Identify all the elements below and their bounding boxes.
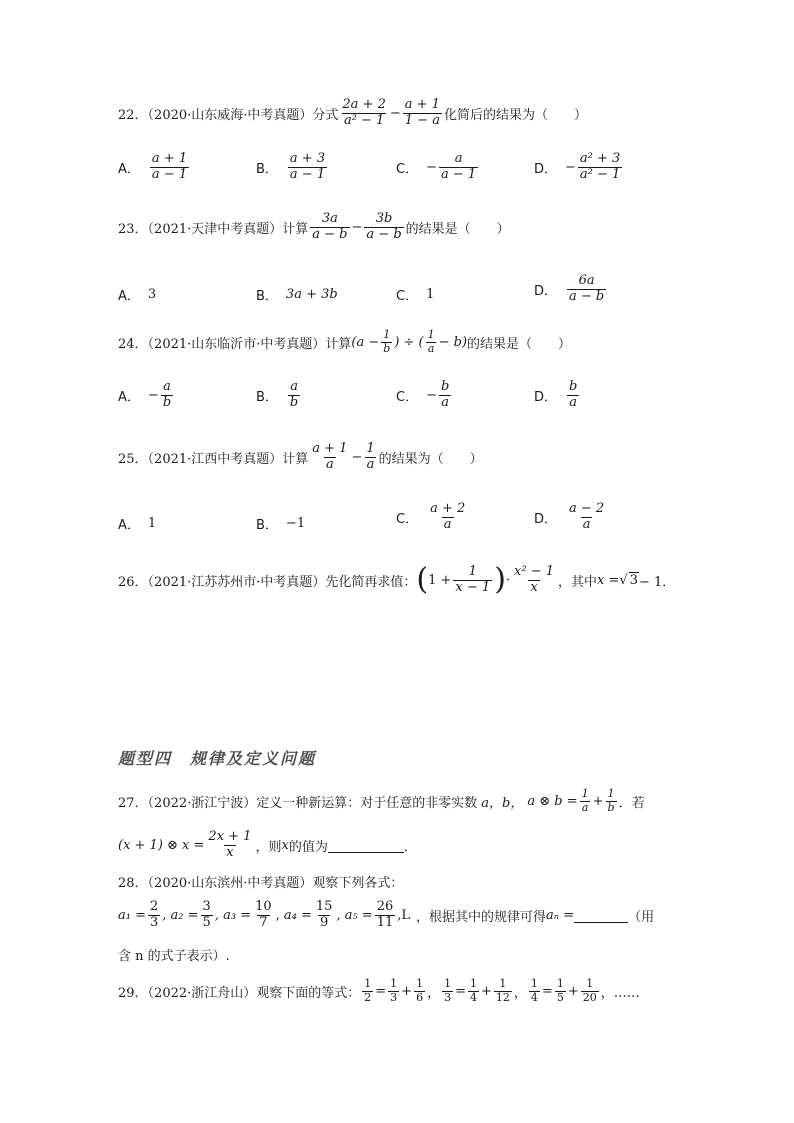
- option-a: A． $\frac{a + 1}{a - 1}$: [118, 151, 188, 182]
- option-b: B． $\frac{a + 3}{a - 1}$: [256, 151, 326, 182]
- question-22: 22．（2020·山东威海·中考真题）分式 $\frac{2a + 2}{\text{a² − 1}}$ − $\frac{a + 1}{1 - a}$ 化简后的结果为（ ）: [118, 97, 587, 128]
- option-b: B． 3a + 3b: [256, 287, 338, 304]
- option-a: A． − $\frac{a}{b}$: [118, 379, 172, 410]
- option-d: D． − $\frac{\text{a² + 3}}{\text{a² − 1}}$: [534, 151, 621, 182]
- fraction: $\frac{2a + 2}{\text{a² − 1}}$: [342, 97, 386, 128]
- question-28-line3: 含 n 的式子表示）.: [118, 949, 230, 964]
- question-28: 28．（2020·山东滨州·中考真题）观察下列各式：: [118, 876, 404, 891]
- question-23: 23．（2021·天津中考真题）计算 $\frac{3a}{a - b}$ − $\frac{3b}{a - b}$ 的结果是（ ）: [118, 211, 510, 242]
- fraction: $\frac{a + 1}{1 - a}$: [404, 97, 440, 128]
- option-c: C． − $\frac{a}{a - 1}$: [396, 151, 477, 182]
- question-25: 25．（2021·江西中考真题）计算 $\frac{a + 1}{a}$ − $\frac{1}{a}$ 的结果为（ ）: [118, 441, 483, 472]
- question-26: 26．（2021·江苏苏州市·中考真题）先化简再求值： ( 1 + $\frac{1}{x - 1}$ ) · $\frac{\text{x² − 1}}{x}$ ，其中 x = √ 3 − 1．: [118, 562, 676, 598]
- option-d: D． $\frac{6a}{a - b}$: [534, 273, 605, 304]
- question-22-lead: 22．（2020·山东威海·中考真题）分式: [118, 107, 339, 123]
- option-a: A． 1: [118, 516, 157, 533]
- option-d: D． $\frac{b}{a}$: [534, 379, 578, 410]
- answer-blank[interactable]: [328, 837, 404, 853]
- option-c: C． $\frac{a + 2}{a}$: [396, 501, 466, 532]
- option-a: A． 3: [118, 287, 157, 304]
- section-title: 题型四 规律及定义问题: [118, 749, 317, 768]
- option-c: C． 1: [396, 287, 435, 304]
- option-b: B． $\frac{a}{b}$: [256, 379, 299, 410]
- answer-blank[interactable]: [574, 907, 628, 923]
- option-b: B． −1: [256, 516, 306, 533]
- question-29: 29．（2022·浙江舟山）观察下面的等式： $\frac{1}{2}$ = $\frac{1}{3}$ + $\frac{1}{6}$ ， $\frac{1}{3}$ = $\frac{1}{4}$ + $\frac{1}{12}$ ， $\frac{1}{4}$ = $\frac{1}{5}$ + $\frac{1}{20}$ ，……: [118, 977, 640, 1004]
- question-27: 27．（2022·浙江宁波）定义一种新运算：对于任意的非零实数 a，b， a ⊗ b = $\frac{1}{a}$ + $\frac{1}{b}$ ．若: [118, 787, 645, 814]
- question-28-sequence: a₁ = $\frac{2}{3}$ , a₂ = $\frac{3}{5}$ , a₃ = $\frac{10}{7}$ , a₄ = $\frac{15}{9}$ , a₅ = $\frac{26}{11}$ ,L ，根据其中的规律可得 aₙ = （用: [118, 899, 655, 930]
- question-24: 24．（2021·山东临沂市·中考真题）计算 (a − $\frac{1}{b}$ ) ÷ ( $\frac{1}{a}$ − b) 的结果是（ ）: [118, 328, 572, 355]
- option-c: C． − $\frac{b}{a}$: [396, 379, 450, 410]
- question-27-line2: (x + 1) ⊗ x = $\frac{2x + 1}{x}$ ，则 x 的值为 ．: [118, 829, 417, 860]
- option-d: D． $\frac{a - 2}{a}$: [534, 501, 605, 532]
